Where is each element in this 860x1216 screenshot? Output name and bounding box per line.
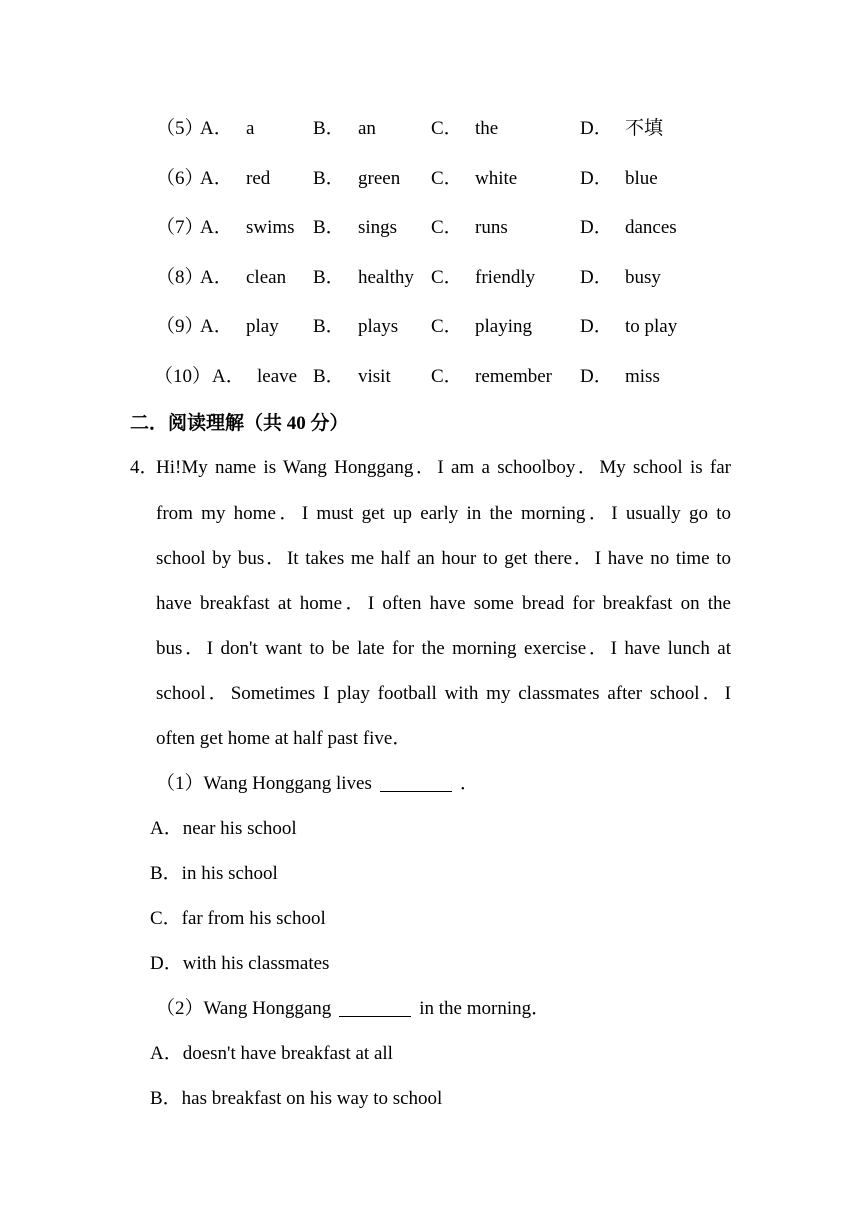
option-b-text: healthy	[358, 267, 414, 288]
option-b-text: an	[358, 118, 376, 139]
option-c-label: C．	[431, 118, 463, 139]
passage-line: school by bus．It takes me half an hour to get there．I have no time to	[156, 548, 731, 569]
option-a-label: A．	[200, 267, 233, 288]
option-b-label: B．	[313, 217, 345, 238]
sub-question-2	[156, 994, 550, 1024]
option-a-text: clean	[246, 267, 287, 288]
option-c-label: C．	[431, 316, 463, 337]
option-c-label: C．	[431, 217, 463, 238]
option-d-label: D．	[580, 118, 613, 139]
option-row-5	[0, 114, 860, 144]
option-row-6	[0, 164, 860, 194]
option-a-label: A．	[200, 168, 233, 189]
option-c-text: runs	[475, 217, 508, 238]
option-c-text: the	[475, 118, 499, 139]
passage-line: from my home．I must get up early in the morning．I usually go to	[156, 503, 731, 524]
option-row-9	[0, 312, 860, 342]
question-4-number: 4．	[130, 457, 159, 478]
question-number: （8）	[156, 267, 204, 288]
option-d-label: D．	[580, 267, 613, 288]
option-c-text: playing	[475, 316, 532, 337]
option-d-label: D．	[580, 168, 613, 189]
option-a-text: red	[246, 168, 271, 189]
option-d-text: miss	[625, 366, 660, 387]
passage-line: school．Sometimes I play football with my classmates after school．I	[156, 683, 731, 704]
option-a-text: a	[246, 118, 255, 139]
answer-blank[interactable]	[339, 998, 411, 1017]
question-number: （7）	[156, 217, 204, 238]
option-c-text: remember	[475, 366, 553, 387]
option-b-label: B．	[313, 316, 345, 337]
option-d-label: D．	[580, 366, 613, 387]
option-b-label: B．	[313, 118, 345, 139]
passage-line: Hi!My name is Wang Honggang．I am a schoolboy．My school is far	[156, 457, 731, 478]
option-row-7	[0, 213, 860, 243]
option-a-label: A．	[200, 118, 233, 139]
option-a-label: A．	[212, 366, 245, 387]
passage-line: have breakfast at home．I often have some bread for breakfast on the	[156, 593, 731, 614]
passage-line: often get home at half past five．	[156, 728, 412, 749]
option-a-label: A．	[200, 217, 233, 238]
sub-question-1-suffix: ．	[459, 773, 479, 794]
option-d-text: blue	[625, 168, 658, 189]
choice-c: C．far from his school	[150, 908, 326, 929]
option-row-10	[0, 362, 860, 392]
option-b-text: sings	[358, 217, 398, 238]
question-number: （6）	[156, 168, 204, 189]
question-number: （10）	[154, 366, 212, 387]
option-b-label: B．	[313, 366, 345, 387]
choice-d: D．with his classmates	[150, 953, 330, 974]
answer-blank[interactable]	[380, 773, 452, 792]
option-d-text: 不填	[625, 118, 664, 139]
option-d-label: D．	[580, 316, 613, 337]
passage-line: bus．I don't want to be late for the morning exercise．I have lunch at	[156, 638, 731, 659]
choice-a: A．near his school	[150, 818, 297, 839]
sub-question-2-prefix: （2）Wang Honggang	[156, 998, 332, 1019]
section-heading: 二．阅读理解（共 40 分）	[130, 413, 349, 434]
option-d-label: D．	[580, 217, 613, 238]
choice-a: A．doesn't have breakfast at all	[150, 1043, 393, 1064]
option-a-text: leave	[257, 366, 298, 387]
option-d-text: dances	[625, 217, 677, 238]
option-b-text: green	[358, 168, 401, 189]
option-a-text: swims	[246, 217, 295, 238]
option-c-text: white	[475, 168, 518, 189]
option-b-label: B．	[313, 168, 345, 189]
option-c-label: C．	[431, 366, 463, 387]
question-number: （5）	[156, 118, 204, 139]
option-d-text: busy	[625, 267, 661, 288]
option-d-text: to play	[625, 316, 678, 337]
option-b-text: plays	[358, 316, 399, 337]
option-c-label: C．	[431, 168, 463, 189]
choice-b: B．in his school	[150, 863, 278, 884]
option-b-text: visit	[358, 366, 391, 387]
option-c-text: friendly	[475, 267, 536, 288]
option-row-8	[0, 263, 860, 293]
choice-b: B．has breakfast on his way to school	[150, 1088, 443, 1109]
sub-question-2-suffix: in the morning．	[419, 998, 551, 1019]
sub-question-1	[156, 769, 479, 799]
option-a-label: A．	[200, 316, 233, 337]
sub-question-1-prefix: （1）Wang Honggang lives	[156, 773, 372, 794]
option-b-label: B．	[313, 267, 345, 288]
option-c-label: C．	[431, 267, 463, 288]
option-a-text: play	[246, 316, 279, 337]
question-number: （9）	[156, 316, 204, 337]
